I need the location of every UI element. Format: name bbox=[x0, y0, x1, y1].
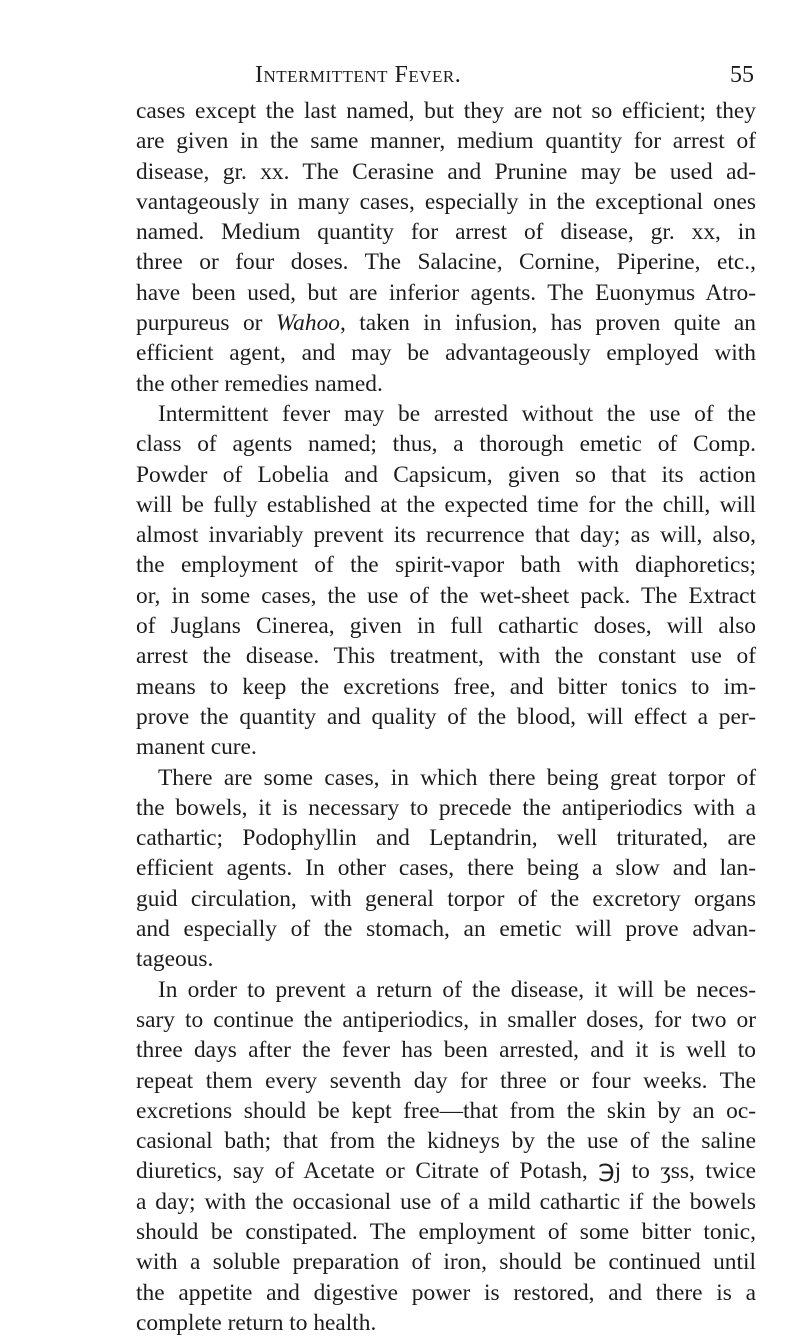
text-line: Intermittent fever may be arrested without the use of the bbox=[158, 400, 756, 427]
text-line: class of agents named; thus, a thorough emetic of Comp. bbox=[136, 431, 756, 458]
text-line: vantageously in many cases, especially in the exceptional ones bbox=[136, 188, 756, 215]
text-line: have been used, but are inferior agents. The Euonymus Atro- bbox=[136, 279, 756, 306]
text-line: means to keep the excretions free, and bitter tonics to im- bbox=[136, 673, 756, 700]
text-line: the other remedies named. bbox=[136, 370, 383, 397]
italic-term: Wahoo bbox=[275, 310, 340, 337]
text-line: arrest the disease. This treatment, with the constant use of bbox=[136, 643, 756, 670]
text-line: manent cure. bbox=[136, 734, 257, 761]
text-line: are given in the same manner, medium quantity for arrest of bbox=[136, 128, 756, 155]
text-line: diuretics, say of Acetate or Citrate of Potash, ℈j to ʒss, twice bbox=[136, 1158, 756, 1185]
text-line: will be fully established at the expected time for the chill, will bbox=[136, 491, 756, 518]
text-line: should be constipated. The employment of some bitter tonic, bbox=[136, 1218, 756, 1245]
text-line: with a soluble preparation of iron, should be continued until bbox=[136, 1249, 756, 1276]
text-line: In order to prevent a return of the disease, it will be neces- bbox=[158, 976, 756, 1003]
text-line: the bowels, it is necessary to precede the antiperiodics with a bbox=[136, 794, 756, 821]
text-line: three or four doses. The Salacine, Cornine, Piperine, etc., bbox=[136, 249, 756, 276]
text-line: efficient agent, and may be advantageously employed with bbox=[136, 340, 756, 367]
text-line: or, in some cases, the use of the wet-sheet pack. The Extract bbox=[136, 582, 756, 609]
text-line: tageous. bbox=[136, 946, 214, 973]
body-text bbox=[136, 96, 756, 1338]
page-number: 55 bbox=[730, 62, 754, 88]
text-segment: , taken in infusion, has proven quite an bbox=[339, 310, 756, 337]
text-line: the appetite and digestive power is restored, and there is a bbox=[136, 1279, 756, 1306]
text-line: three days after the fever has been arrested, and it is well to bbox=[136, 1037, 756, 1064]
text-line: repeat them every seventh day for three or four weeks. The bbox=[136, 1067, 756, 1094]
text-line: complete return to health. bbox=[136, 1309, 377, 1336]
text-line: There are some cases, in which there being great torpor of bbox=[158, 764, 756, 791]
text-line: Powder of Lobelia and Capsicum, given so that its action bbox=[136, 461, 756, 488]
text-line: a day; with the occasional use of a mild cathartic if the bowels bbox=[136, 1188, 756, 1215]
text-line: efficient agents. In other cases, there being a slow and lan- bbox=[136, 855, 756, 882]
text-line: named. Medium quantity for arrest of disease, gr. xx, in bbox=[136, 219, 756, 246]
text-line: and especially of the stomach, an emetic will prove advan- bbox=[136, 916, 756, 943]
text-line bbox=[136, 308, 756, 338]
text-line: almost invariably prevent its recurrence that day; as will, also, bbox=[136, 522, 756, 549]
text-line: guid circulation, with general torpor of the excretory organs bbox=[136, 885, 756, 912]
text-line: prove the quantity and quality of the blood, will effect a per- bbox=[136, 703, 756, 730]
text-line: cathartic; Podophyllin and Leptandrin, well triturated, are bbox=[136, 825, 756, 852]
text-line: of Juglans Cinerea, given in full cathartic doses, will also bbox=[136, 613, 756, 640]
text-segment: purpureus or bbox=[136, 310, 276, 337]
text-line: excretions should be kept free—that from the skin by an oc- bbox=[136, 1097, 756, 1124]
running-title: Intermittent Fever. bbox=[255, 62, 462, 88]
text-line: sary to continue the antiperiodics, in smaller doses, for two or bbox=[136, 1006, 756, 1033]
text-line: disease, gr. xx. The Cerasine and Prunine may be used ad- bbox=[136, 158, 756, 185]
page-header bbox=[0, 62, 800, 92]
text-line: casional bath; that from the kidneys by the use of the saline bbox=[136, 1128, 756, 1155]
text-line: the employment of the spirit-vapor bath with diaphoretics; bbox=[136, 552, 756, 579]
text-line: cases except the last named, but they are not so efficient; they bbox=[136, 98, 756, 124]
